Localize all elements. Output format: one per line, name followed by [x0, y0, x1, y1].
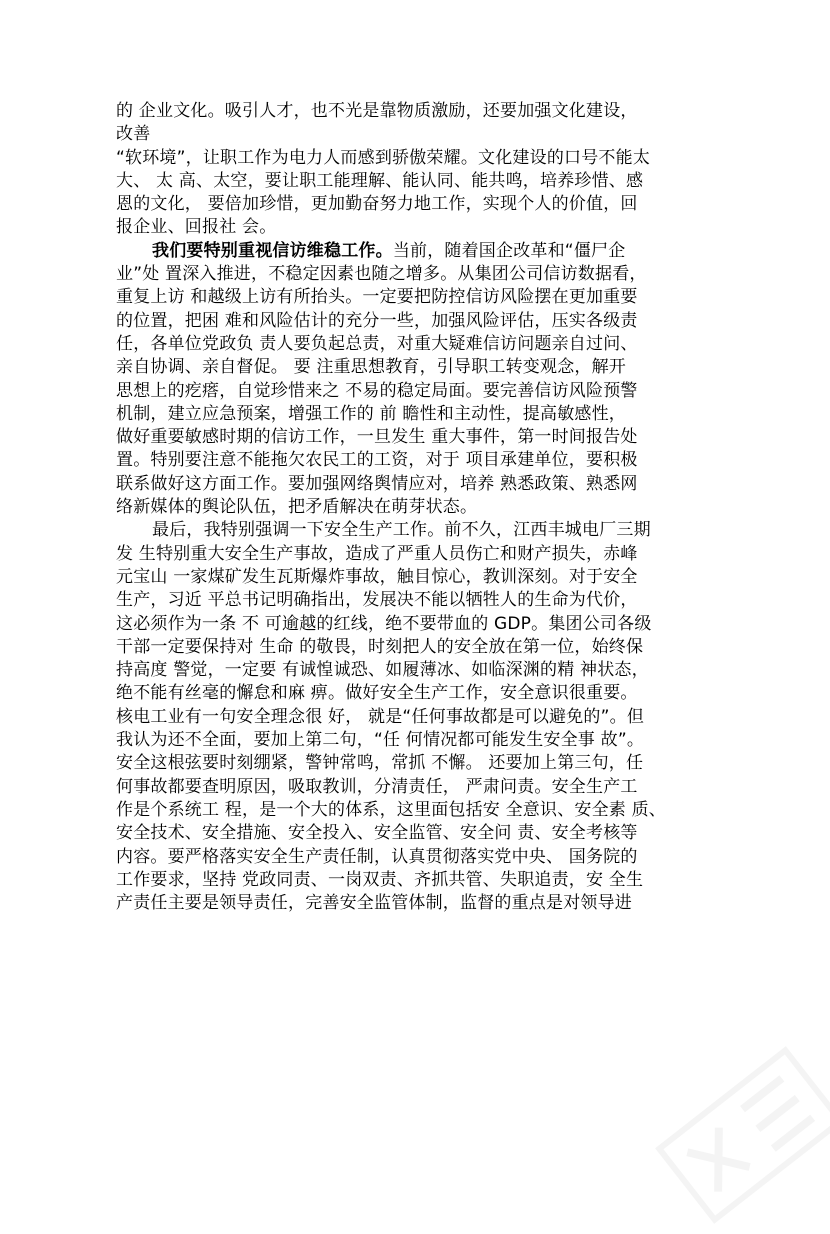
text-line: 任，各单位党政负 责人要负起总责，对重大疑难信访问题亲自过问、	[116, 333, 638, 354]
text-line: 工作要求，坚持 党政同责、一岗双责、齐抓共管、失职追责，安 全生	[116, 869, 644, 890]
text-line: 思想上的疙瘩，自觉珍惜来之 不易的稳定局面。要完善信访风险预警	[116, 380, 638, 401]
text-line: 改善	[116, 124, 151, 145]
text-line: 这必须作为一条 不 可逾越的红线，绝不要带血的 GDP。集团公司各级	[116, 613, 652, 634]
text-line: 机制，建立应急预案，增强工作的 前 瞻性和主动性，提高敏感性，	[116, 403, 627, 424]
text-line: 持高度 警觉，一定要 有诚惶诚恐、如履薄冰、如临深渊的精 神状态，	[116, 660, 649, 681]
text-line: 亲自协调、亲自督促。 要 注重思想教育，引导职工转变观念，解开	[116, 357, 627, 378]
text-line: 做好重要敏感时期的信访工作，一旦发生 重大事件，第一时间报告处	[116, 427, 638, 448]
text-line: 核电工业有一句安全理念很 好， 就是“任何事故都是可以避免的”。但	[116, 706, 645, 727]
paragraph-lead-bold: 我们要特别重视信访维稳工作。	[152, 240, 393, 261]
text-line: 恩的文化， 要倍加珍惜，更加勤奋努力地工作，实现个人的价值，回	[116, 194, 638, 215]
text-line: 绝不能有丝毫的懈怠和麻 痹。做好安全生产工作，安全意识很重要。	[116, 683, 638, 704]
text-line: 作是个系统工 程，是一个大的体系，这里面包括安 全意识、安全素 质、	[116, 799, 667, 820]
text-line: 发 生特别重大安全生产事故，造成了严重人员伤亡和财产损失，赤峰	[116, 543, 638, 564]
watermark-graphic	[645, 1036, 830, 1234]
paragraph-first-line: 最后，我特别强调一下安全生产工作。前不久，江西丰城电厂三期	[152, 520, 651, 541]
text-line: 生产，习近 平总书记明确指出，发展决不能以牺牲人的生命为代价，	[116, 590, 638, 611]
text-line: 干部一定要保持对 生命 的敬畏，时刻把人的安全放在第一位，始终保	[116, 636, 644, 657]
text-line: 的位置，把困 难和风险估计的充分一些，加强风险评估，压实各级责	[116, 310, 638, 331]
text-line: 报企业、回报社 会。	[116, 217, 277, 238]
text-line: 大、 太 高、太空，要让职工能理解、能认同、能共鸣，培养珍惜、感	[116, 170, 644, 191]
text-line: 安全技术、安全措施、安全投入、安全监管、安全问 责、安全考核等	[116, 823, 638, 844]
text-line: 产责任主要是领导责任，完善安全监管体制，监督的重点是对领导进	[116, 893, 632, 914]
text-line: 业”处 置深入推进，不稳定因素也随之增多。从集团公司信访数据看，	[116, 264, 647, 285]
text-line: 元宝山 一家煤矿发生瓦斯爆炸事故，触目惊心，教训深刻。对于安全	[116, 566, 638, 587]
text-line: “软环境”，让职工作为电力人而感到骄傲荣耀。文化建设的口号不能太	[116, 147, 651, 168]
paragraph-lead-line	[116, 240, 736, 263]
text-line: 络新媒体的舆论队伍，把矛盾解决在萌芽状态。	[116, 497, 478, 518]
paragraph-lead-text: 当前，随着国企改革和“僵尸企	[392, 240, 626, 261]
text-line: 内容。要严格落实安全生产责任制，认真贯彻落实党中央、 国务院的	[116, 846, 638, 867]
text-line: 置。特别要注意不能拖欠农民工的工资，对于 项目承建单位，要积极	[116, 450, 638, 471]
text-line: 我认为还不全面，要加上第二句，“任 何情况都可能发生安全事 故”。	[116, 730, 645, 751]
text-line: 的 企业文化。吸引人才，也不光是靠物质激励，还要加强文化建设，	[116, 101, 638, 121]
text-line: 安全这根弦要时刻绷紧，警钟常鸣，常抓 不懈。 还要加上第三句，任	[116, 753, 644, 774]
text-line: 何事故都要查明原因，吸取教训，分清责任， 严肃问责。安全生产工	[116, 776, 638, 797]
document-body	[116, 100, 736, 915]
text-line: 联系做好这方面工作。要加强网络舆情应对，培养 熟悉政策、熟悉网	[116, 473, 638, 494]
text-line: 重复上访 和越级上访有所抬头。一定要把防控信访风险摆在更加重要	[116, 287, 638, 308]
